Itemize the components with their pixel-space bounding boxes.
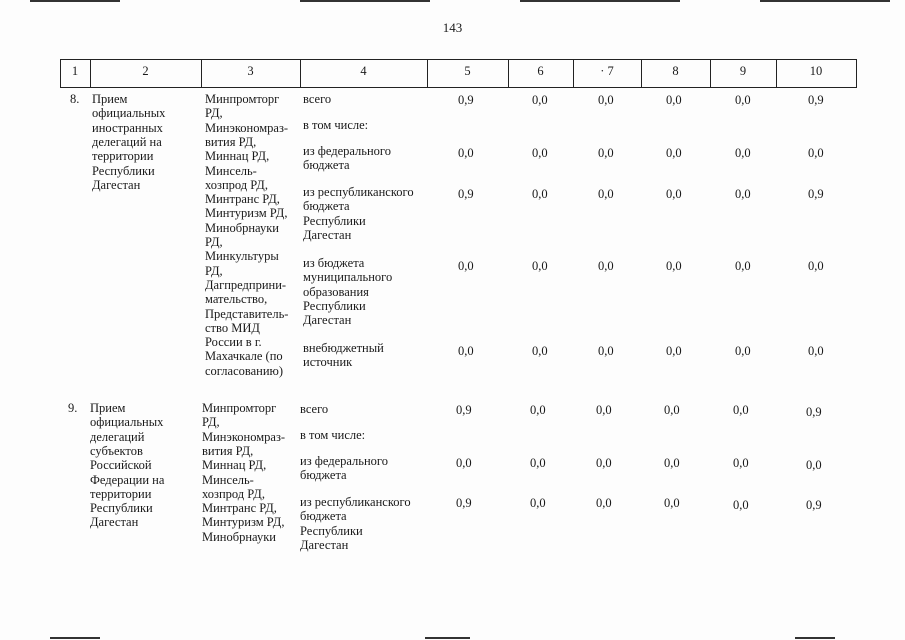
scan-mark	[30, 0, 120, 2]
funding-source-label: в том числе:	[303, 118, 369, 132]
value-cell: 0,0	[596, 403, 612, 417]
value-cell: 0,9	[806, 498, 822, 512]
value-cell: 0,0	[664, 456, 680, 470]
value-cell: 0,0	[530, 403, 546, 417]
value-cell: 0,0	[596, 496, 612, 510]
value-cell: 0,0	[735, 146, 751, 160]
value-cell: 0,0	[733, 456, 749, 470]
funding-source-label: из федерального	[303, 144, 391, 158]
value-cell: 0,9	[456, 403, 472, 417]
value-cell: 0,0	[532, 259, 548, 273]
value-cell: 0,0	[664, 403, 680, 417]
scan-mark	[520, 0, 680, 2]
value-cell: 0,0	[598, 187, 614, 201]
value-cell: 0,9	[458, 93, 474, 107]
scan-mark	[300, 0, 430, 2]
value-cell: 0,0	[666, 146, 682, 160]
column-header: 8	[672, 64, 679, 78]
value-cell: 0,0	[735, 259, 751, 273]
value-cell: 0,0	[666, 93, 682, 107]
funding-source-label: из республиканского	[300, 495, 411, 509]
funding-source-label: Дагестан	[303, 313, 352, 328]
value-cell: 0,0	[806, 458, 822, 472]
value-cell: 0,0	[532, 344, 548, 358]
funding-source-label: в том числе:	[300, 428, 366, 442]
funding-source-label: Республики	[303, 298, 366, 313]
funding-source-label: источник	[303, 355, 353, 370]
scan-mark	[50, 637, 100, 639]
value-cell: 0,0	[666, 344, 682, 358]
funding-source-label: бюджета	[300, 468, 347, 483]
column-header: 6	[537, 64, 544, 78]
funding-source-label: из федерального	[300, 454, 388, 468]
funding-source-label: бюджета	[300, 509, 347, 524]
value-cell: 0,9	[806, 405, 822, 419]
scan-mark	[425, 637, 470, 639]
funding-source-label: Дагестан	[303, 227, 352, 242]
scan-mark	[795, 637, 835, 639]
column-header: 9	[739, 64, 747, 78]
value-cell: 0,0	[532, 146, 548, 160]
value-cell: 0,0	[530, 456, 546, 470]
value-cell: 0,0	[598, 146, 614, 160]
value-cell: 0,9	[808, 93, 824, 107]
value-cell: 0,0	[532, 93, 548, 107]
column-header: · 7	[600, 64, 614, 78]
value-cell: 0,0	[808, 344, 824, 358]
value-cell: 0,0	[458, 344, 474, 358]
funding-source-label: бюджета	[303, 158, 350, 173]
column-header: 1	[71, 64, 79, 78]
value-cell: 0,0	[733, 498, 749, 512]
value-cell: 0,0	[458, 259, 474, 273]
column-header: 3	[247, 64, 254, 78]
value-cell: 0,0	[666, 187, 682, 201]
funding-source-label: образования	[303, 284, 369, 299]
value-cell: 0,0	[666, 259, 682, 273]
scan-mark	[760, 0, 890, 2]
row-number: 9.	[68, 401, 78, 415]
funding-source-label: Республики	[300, 523, 363, 538]
value-cell: 0,0	[735, 93, 751, 107]
value-cell: 0,0	[598, 344, 614, 358]
page-number: 143	[442, 20, 463, 35]
value-cell: 0,0	[735, 187, 751, 201]
funding-source-label: из республиканского	[303, 185, 414, 199]
value-cell: 0,9	[456, 496, 472, 510]
value-cell: 0,0	[598, 93, 614, 107]
funding-source-label: муниципального	[303, 270, 393, 285]
funding-source-label: всего	[303, 92, 332, 106]
funding-source-label: внебюджетный	[303, 341, 384, 355]
column-header: 10	[809, 64, 823, 78]
value-cell: 0,0	[735, 344, 751, 358]
value-cell: 0,0	[598, 259, 614, 273]
value-cell: 0,0	[808, 146, 824, 160]
value-cell: 0,0	[733, 403, 749, 417]
row-number: 8.	[70, 92, 80, 106]
funding-source-label: из бюджета	[303, 256, 365, 270]
value-cell: 0,0	[532, 187, 548, 201]
funding-source-label: всего	[300, 402, 329, 416]
value-cell: 0,0	[664, 496, 680, 510]
value-cell: 0,0	[808, 259, 824, 273]
value-cell: 0,9	[808, 187, 824, 201]
funding-source-label: Республики	[303, 213, 366, 228]
column-header: 2	[142, 64, 149, 78]
value-cell: 0,0	[530, 496, 546, 510]
value-cell: 0,0	[458, 146, 474, 160]
value-cell: 0,9	[458, 187, 474, 201]
value-cell: 0,0	[456, 456, 472, 470]
column-header: 4	[360, 64, 367, 78]
column-header: 5	[464, 64, 471, 78]
value-cell: 0,0	[596, 456, 612, 470]
funding-source-label: Дагестан	[300, 537, 349, 552]
funding-source-label: бюджета	[303, 199, 350, 214]
